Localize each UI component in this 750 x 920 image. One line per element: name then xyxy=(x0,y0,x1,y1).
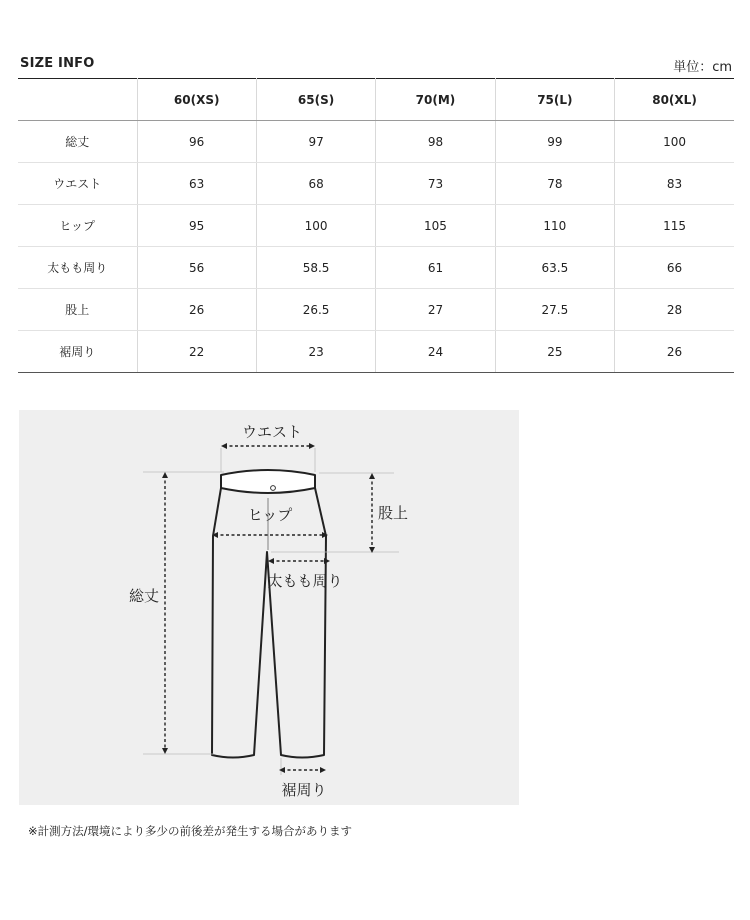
table-cell: 27 xyxy=(376,289,495,331)
table-cell: 110 xyxy=(495,205,614,247)
hip-label: ヒップ xyxy=(247,506,293,524)
table-cell: 78 xyxy=(495,163,614,205)
pants-measurement-diagram xyxy=(19,410,519,805)
table-row xyxy=(18,247,734,289)
table-cell: 26.5 xyxy=(256,289,375,331)
table-row xyxy=(18,205,734,247)
table-cell: 97 xyxy=(256,121,375,163)
table-cell: 63 xyxy=(137,163,256,205)
row-label: 総丈 xyxy=(18,121,137,163)
table-cell: 25 xyxy=(495,331,614,373)
table-cell: 24 xyxy=(376,331,495,373)
row-label: 太もも周り xyxy=(18,247,137,289)
table-cell: 95 xyxy=(137,205,256,247)
table-header-cell: 65(S) xyxy=(256,79,375,121)
table-row xyxy=(18,163,734,205)
table-header-cell: 75(L) xyxy=(495,79,614,121)
table-cell: 27.5 xyxy=(495,289,614,331)
hem-label: 裾周り xyxy=(281,781,327,799)
table-cell: 68 xyxy=(256,163,375,205)
measurement-note: ※計測方法/環境により多少の前後差が発生する場合があります xyxy=(28,824,353,838)
table-row xyxy=(18,121,734,163)
table-cell: 96 xyxy=(137,121,256,163)
unit-label: 単位：cm xyxy=(673,60,732,75)
table-cell: 115 xyxy=(615,205,734,247)
table-cell: 26 xyxy=(615,331,734,373)
row-label: 裾周り xyxy=(18,331,137,373)
table-cell: 63.5 xyxy=(495,247,614,289)
table-cell: 26 xyxy=(137,289,256,331)
table-cell: 73 xyxy=(376,163,495,205)
size-table xyxy=(18,78,734,373)
thigh-label: 太もも周り xyxy=(267,572,343,590)
row-label: 股上 xyxy=(18,289,137,331)
table-cell: 28 xyxy=(615,289,734,331)
table-cell: 58.5 xyxy=(256,247,375,289)
table-header-cell: 60(XS) xyxy=(137,79,256,121)
table-cell: 22 xyxy=(137,331,256,373)
rise-label: 股上 xyxy=(378,504,409,522)
row-label: ヒップ xyxy=(18,205,137,247)
table-cell: 56 xyxy=(137,247,256,289)
table-cell: 66 xyxy=(615,247,734,289)
table-cell: 99 xyxy=(495,121,614,163)
row-label: ウエスト xyxy=(18,163,137,205)
table-header-row xyxy=(18,79,734,121)
size-info-title: SIZE INFO xyxy=(20,56,95,71)
table-cell: 100 xyxy=(615,121,734,163)
table-row xyxy=(18,289,734,331)
table-cell: 83 xyxy=(615,163,734,205)
table-header-cell: 80(XL) xyxy=(615,79,734,121)
table-row xyxy=(18,331,734,373)
pants-diagram-svg xyxy=(19,410,519,805)
table-cell: 61 xyxy=(376,247,495,289)
waist-label: ウエスト xyxy=(241,423,303,441)
table-cell: 105 xyxy=(376,205,495,247)
table-header-cell: 70(M) xyxy=(376,79,495,121)
table-header-cell xyxy=(18,79,137,121)
pants-outline xyxy=(212,488,326,758)
table-cell: 23 xyxy=(256,331,375,373)
table-cell: 100 xyxy=(256,205,375,247)
waistband-outline xyxy=(221,470,315,493)
table-cell: 98 xyxy=(376,121,495,163)
length-label: 総丈 xyxy=(129,587,160,605)
